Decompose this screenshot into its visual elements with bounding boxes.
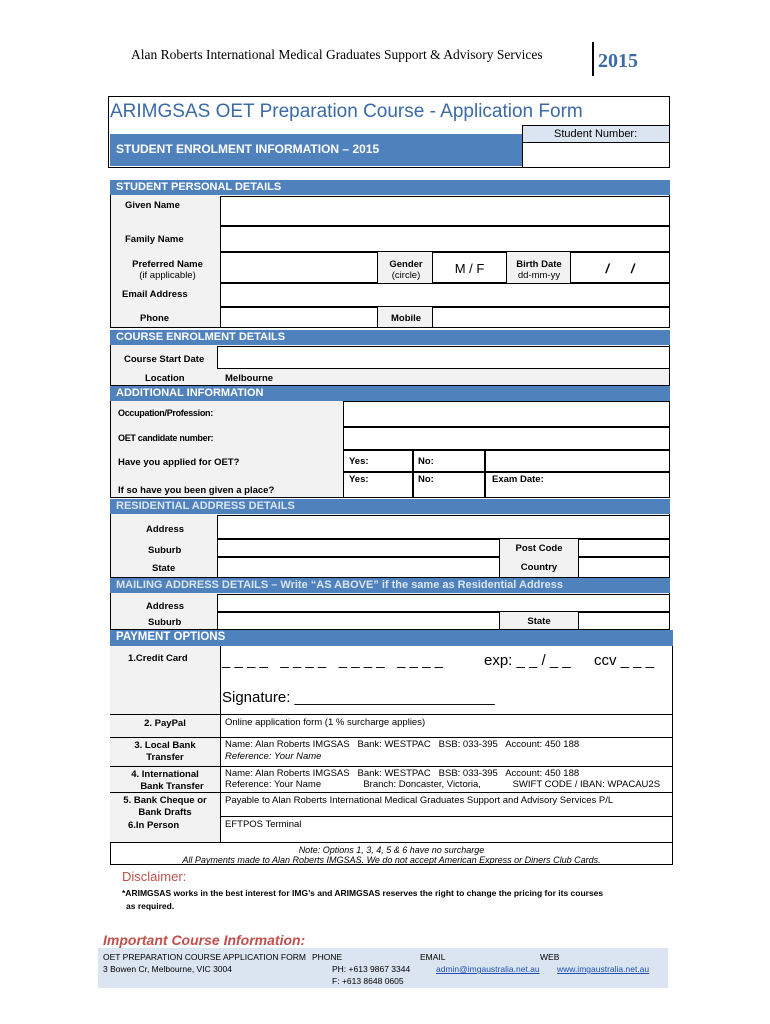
intl-bank-label-2: Bank Transfer <box>140 781 204 792</box>
payment-note-2: All Payments made to Alan Roberts IMGSAS. We do not accept American Express or Diners Club Cards. <box>182 855 601 865</box>
res-country-input[interactable] <box>578 557 670 578</box>
payment-note-1: Note: Options 1, 3, 4, 5 & 6 have no surcharge <box>298 845 485 855</box>
applied-label: Have you applied for OET? <box>118 457 240 468</box>
org-name: Alan Roberts International Medical Graduates Support & Advisory Services <box>131 47 543 62</box>
row-divider-5 <box>220 816 673 817</box>
mail-state-input[interactable] <box>578 612 670 630</box>
mail-address-input[interactable] <box>217 594 670 612</box>
additional-heading: ADDITIONAL INFORMATION <box>110 386 670 401</box>
applied-yes-label: Yes: <box>349 456 369 467</box>
local-bank-line2: Reference: Your Name <box>225 751 322 762</box>
card-ccv[interactable]: ccv _ _ _ <box>594 652 655 669</box>
occupation-input[interactable] <box>343 401 670 427</box>
mail-suburb-label: Suburb <box>148 617 182 628</box>
email-title: EMAIL <box>420 952 446 962</box>
row-divider-3 <box>110 766 673 767</box>
header-divider <box>592 42 594 76</box>
row-divider-4 <box>110 792 673 793</box>
mobile-label: Mobile <box>391 313 422 324</box>
given-place-label: If so have you been given a place? <box>118 485 275 496</box>
family-name-input[interactable] <box>220 226 670 252</box>
res-address-input[interactable] <box>217 515 670 539</box>
form-title: ARIMGSAS OET Preparation Course - Application Form <box>110 101 583 122</box>
header-year: 2015 <box>598 50 638 72</box>
email-link[interactable]: admin@imgaustralia.net.au <box>436 964 540 974</box>
birth-date-label: Birth Date <box>516 259 562 270</box>
paypal-text: Online application form (1 % surcharge applies) <box>225 717 426 728</box>
preferred-name-label: Preferred Name <box>132 259 203 270</box>
res-suburb-input[interactable] <box>217 539 500 557</box>
candidate-number-input[interactable] <box>343 427 670 450</box>
circle-note: (circle) <box>391 270 421 281</box>
place-yes-label: Yes: <box>349 474 369 485</box>
local-bank-label: 3. Local Bank <box>134 740 196 751</box>
mail-address-label: Address <box>146 601 185 612</box>
card-expiry[interactable]: exp: _ _ / _ _ <box>484 652 571 669</box>
res-postcode-label: Post Code <box>515 543 563 554</box>
mail-state-label: State <box>527 616 551 627</box>
credit-card-label: 1.Credit Card <box>128 653 188 664</box>
course-heading: COURSE ENROLMENT DETAILS <box>110 330 670 345</box>
phone-title: PHONE <box>312 952 343 962</box>
payment-heading: PAYMENT OPTIONS <box>110 630 673 646</box>
cheque-label: 5. Bank Cheque or <box>123 795 207 806</box>
res-state-input[interactable] <box>217 557 500 578</box>
start-date-input[interactable] <box>217 346 670 369</box>
row-divider-6 <box>110 842 673 843</box>
cheque-text: Payable to Alan Roberts International Medical Graduates Support and Advisory Services P/L <box>225 795 614 806</box>
given-name-input[interactable] <box>220 196 670 226</box>
fax-number: F: +613 8648 0605 <box>332 976 404 986</box>
cheque-label-2: Bank Drafts <box>138 807 192 818</box>
web-title: WEB <box>540 952 560 962</box>
res-postcode-input[interactable] <box>578 539 670 557</box>
local-bank-line1: Name: Alan Roberts IMGSAS Bank: WESTPAC BSB: 033-395 Account: 450 188 <box>225 739 580 750</box>
in-person-label: 6.In Person <box>128 820 180 831</box>
intl-bank-line2: Reference: Your Name Branch: Doncaster, Victoria, SWIFT CODE / IBAN: WPACAU2S <box>225 779 661 790</box>
intl-bank-line1: Name: Alan Roberts IMGSAS Bank: WESTPAC BSB: 033-395 Account: 450 188 <box>225 768 580 779</box>
exam-date-label: Exam Date: <box>492 474 544 485</box>
residential-heading: RESIDENTIAL ADDRESS DETAILS <box>110 499 670 514</box>
student-number-label: Student Number: <box>522 125 669 142</box>
phone-number: PH: +613 9867 3344 <box>332 964 411 974</box>
row-divider-2 <box>110 737 673 738</box>
occupation-label: Occupation/Profession: <box>118 408 213 418</box>
enrolment-banner: STUDENT ENROLMENT INFORMATION – 2015 <box>110 134 522 166</box>
applied-blank <box>485 450 670 472</box>
family-name-label: Family Name <box>125 234 184 245</box>
disclaimer-heading: Disclaimer: <box>122 869 187 884</box>
info-address: 3 Bowen Cr, Melbourne, VIC 3004 <box>103 964 232 974</box>
mobile-input[interactable] <box>432 307 670 328</box>
disclaimer-text-2: as required. <box>126 901 175 911</box>
payment-column-divider <box>220 646 221 842</box>
gender-label: Gender <box>389 259 423 270</box>
personal-heading: STUDENT PERSONAL DETAILS <box>110 180 670 195</box>
local-bank-label-2: Transfer <box>146 752 184 763</box>
birth-date-input[interactable]: / / <box>570 252 670 283</box>
paypal-label: 2. PayPal <box>144 718 186 729</box>
student-number-input[interactable] <box>522 142 670 168</box>
card-number-blanks[interactable]: _ _ _ _ _ _ _ _ _ _ _ _ _ _ _ _ <box>222 652 443 669</box>
place-no-label: No: <box>418 474 434 485</box>
email-label: Email Address <box>122 289 188 300</box>
preferred-name-input[interactable] <box>220 252 378 283</box>
row-divider-1 <box>110 714 673 715</box>
web-link[interactable]: www.imgaustralia.net.au <box>557 964 650 974</box>
start-date-label: Course Start Date <box>124 354 205 365</box>
if-applicable-note: (if applicable) <box>139 270 196 281</box>
given-name-label: Given Name <box>125 200 180 211</box>
signature-line[interactable]: Signature: ________________________ <box>222 689 495 706</box>
date-format-note: dd-mm-yy <box>517 270 561 281</box>
gender-options[interactable]: M / F <box>432 252 507 283</box>
phone-input[interactable] <box>220 307 378 328</box>
res-state-label: State <box>152 563 176 574</box>
in-person-text: EFTPOS Terminal <box>225 819 302 830</box>
info-title: OET PREPARATION COURSE APPLICATION FORM <box>103 952 306 962</box>
intl-bank-label: 4. International <box>131 769 199 780</box>
mail-suburb-input[interactable] <box>217 612 500 630</box>
phone-label: Phone <box>140 313 170 324</box>
res-country-label: Country <box>520 562 558 573</box>
applied-no-label: No: <box>418 456 434 467</box>
location-value: Melbourne <box>225 373 274 384</box>
disclaimer-text-1: *ARIMGSAS works in the best interest for IMG’s and ARIMGSAS reserves the right to change the pricing for its courses <box>122 888 604 898</box>
location-label: Location <box>145 373 185 384</box>
candidate-number-label: OET candidate number: <box>118 433 214 443</box>
res-address-label: Address <box>146 524 185 535</box>
res-suburb-label: Suburb <box>148 545 182 556</box>
mailing-heading: MAILING ADDRESS DETAILS – Write “AS ABOVE” if the same as Residential Address <box>110 578 670 593</box>
email-input[interactable] <box>220 283 670 307</box>
important-heading: Important Course Information: <box>103 932 306 948</box>
